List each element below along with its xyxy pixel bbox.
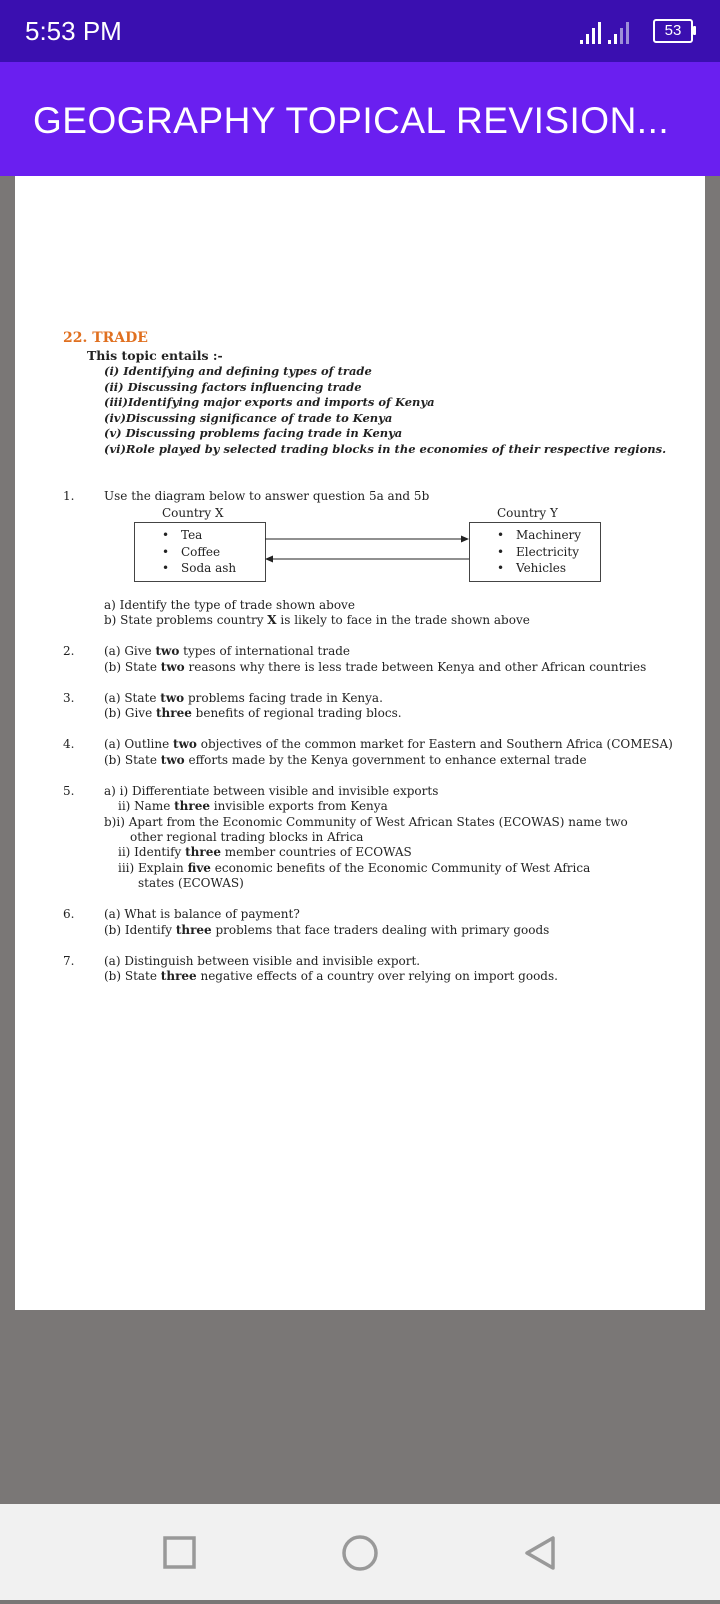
question-part: iii) Explain five economic benefits of the Economic Community of West Africa: [118, 861, 591, 875]
question-part: (a) Give two types of international trade: [104, 644, 351, 658]
question-number: 3.: [63, 691, 75, 705]
topic-entails: This topic entails :-: [87, 348, 223, 363]
document-content: [15, 176, 705, 1310]
question-part: b)i) Apart from the Economic Community of West African States (ECOWAS) name two: [104, 815, 628, 829]
question-part: other regional trading blocks in Africa: [130, 830, 364, 844]
navigation-bar: [0, 1504, 720, 1600]
question-part: (a) What is balance of payment?: [104, 907, 300, 921]
question-part: ii) Identify three member countries of ECOWAS: [118, 845, 412, 859]
question-part: states (ECOWAS): [138, 876, 244, 890]
question-part: (a) State two problems facing trade in Kenya.: [104, 691, 383, 705]
question-part: (b) Identify three problems that face traders dealing with primary goods: [104, 923, 550, 937]
back-button[interactable]: [500, 1504, 580, 1600]
question-part: b) State problems country X is likely to face in the trade shown above: [104, 613, 530, 627]
question-number: 4.: [63, 737, 75, 751]
battery-level: 53: [653, 19, 693, 43]
question-number: 1.: [63, 489, 75, 503]
square-icon: [140, 1504, 220, 1600]
question-part: (b) State two efforts made by the Kenya government to enhance external trade: [104, 753, 587, 767]
question-part: (b) Give three benefits of regional trading blocs.: [104, 706, 402, 720]
question-part: (b) State two reasons why there is less trade between Kenya and other African countries: [104, 660, 647, 674]
country-y-box: [469, 522, 601, 582]
country-x-label: Country X: [162, 506, 224, 520]
app-bar: [0, 62, 720, 176]
objective-item: (vi)Role played by selected trading blocks in the economies of their respective regions.: [104, 441, 667, 456]
battery-tip: [693, 26, 696, 35]
export-item: • Electricity: [470, 544, 600, 561]
arrow-left-icon: [265, 556, 273, 563]
battery-icon: [653, 19, 695, 43]
export-item: • Soda ash: [135, 560, 265, 577]
objective-item: (iii)Identifying major exports and imports of Kenya: [104, 395, 435, 409]
question-part: a) i) Differentiate between visible and invisible exports: [104, 784, 439, 798]
question-number: 6.: [63, 907, 75, 921]
objective-item: (i) Identifying and defining types of trade: [104, 364, 372, 378]
document-page[interactable]: [15, 176, 705, 1310]
country-y-label: Country Y: [497, 506, 558, 520]
export-item: • Tea: [135, 527, 265, 544]
status-time: 5:53 PM: [25, 16, 122, 46]
objective-item: (v) Discussing problems facing trade in Kenya: [104, 426, 403, 440]
question-number: 7.: [63, 954, 75, 968]
status-bar: [0, 0, 720, 62]
objective-item: (iv)Discussing significance of trade to Kenya: [104, 410, 393, 425]
question-number: 5.: [63, 784, 75, 798]
question-part: (a) Distinguish between visible and invisible export.: [104, 954, 421, 968]
question-part: (b) State three negative effects of a country over relying on import goods.: [104, 969, 558, 983]
home-button[interactable]: [320, 1504, 400, 1600]
signal-icon: [580, 18, 640, 46]
trade-arrows: [265, 522, 470, 582]
export-item: • Vehicles: [470, 560, 600, 577]
export-item: • Machinery: [470, 527, 600, 544]
question-part: a) Identify the type of trade shown above: [104, 598, 355, 612]
objective-item: (ii) Discussing factors influencing trade: [104, 379, 362, 394]
question-part: (a) Outline two objectives of the common market for Eastern and Southern Africa (COMESA): [104, 737, 673, 751]
question-part: ii) Name three invisible exports from Kenya: [118, 799, 388, 813]
circle-icon: [320, 1504, 400, 1600]
question-text: Use the diagram below to answer question 5a and 5b: [104, 489, 430, 503]
recents-button[interactable]: [140, 1504, 220, 1600]
app-title: GEOGRAPHY TOPICAL REVISION...: [33, 100, 670, 141]
topic-heading: 22. TRADE: [63, 330, 148, 346]
export-item: • Coffee: [135, 544, 265, 561]
question-number: 2.: [63, 644, 75, 658]
triangle-back-icon: [500, 1504, 580, 1600]
country-x-box: [134, 522, 266, 582]
arrow-right-icon: [461, 536, 469, 543]
